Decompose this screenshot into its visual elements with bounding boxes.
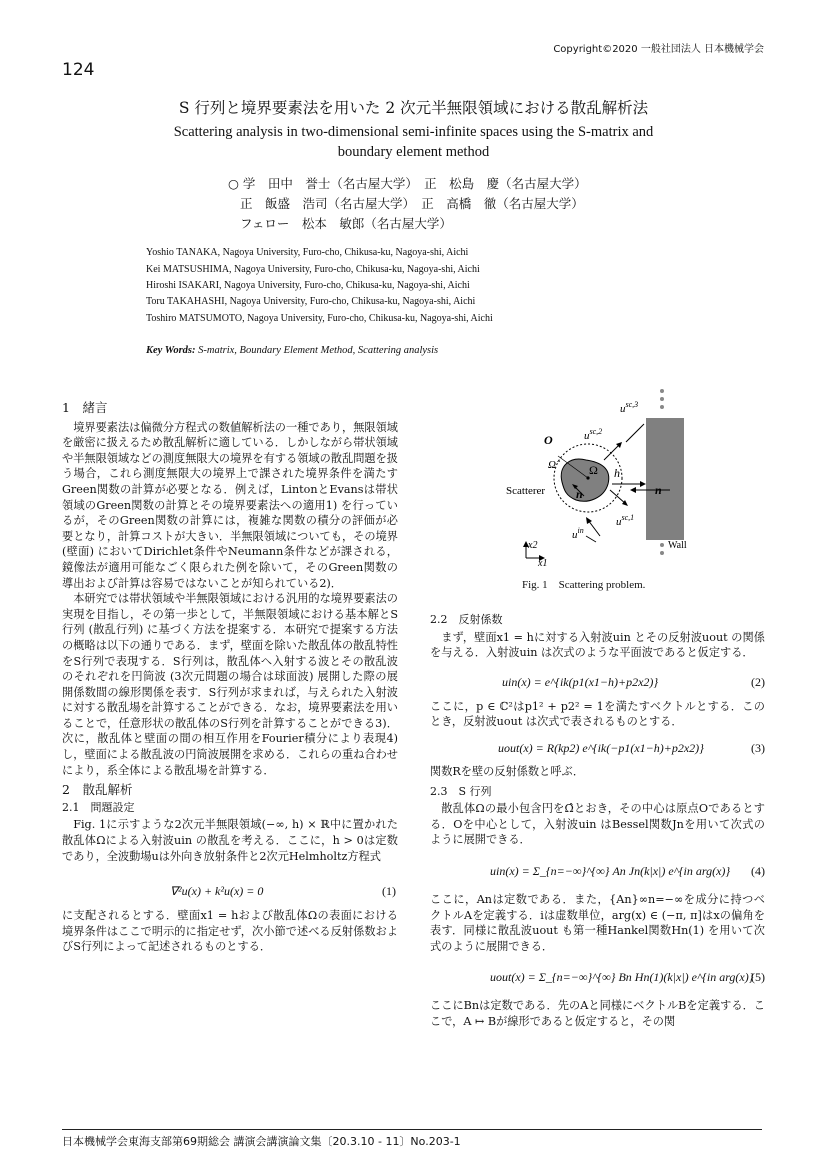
usc3-arrow bbox=[626, 424, 644, 442]
section-2-3-paragraph-2: ここに，Anは定数である．また，{An}∞n=−∞を成分に持つベクトルAを定義する．iは虚数単位，arg(x) ∈ (−π, π]はxの偏角を表す．同様に散乱波uout も第一種Hankel関数Hn(1) を用いて次式のように展開できる． bbox=[430, 892, 765, 953]
scattering-diagram bbox=[500, 386, 700, 596]
footer-rule bbox=[62, 1129, 762, 1130]
label-wall: Wall bbox=[668, 540, 687, 551]
figure-1 bbox=[500, 386, 700, 596]
right-column bbox=[430, 612, 765, 1030]
equation-1: ∇²u(x) + k²u(x) = 0 bbox=[170, 884, 264, 899]
dot-bottom-2 bbox=[660, 551, 664, 555]
dot-top-3 bbox=[660, 405, 664, 409]
label-uin: $u^{in}$ bbox=[572, 526, 584, 541]
section-2-1-paragraph-1: Fig. 1に示すような2次元半無限領域(−∞, h) × ℝ中に置かれた散乱体Ωによる入射波uin の散乱を考える．ここに，h > 0は定数であり，全波動場uは外向き放射条件と2次元Helmholtz方程式 bbox=[62, 818, 398, 863]
author-line-3: フェロー 松本 敏郎（名古屋大学） bbox=[240, 216, 452, 231]
affiliation-2: Kei MATSUSHIMA, Nagoya University, Furo-cho, Chikusa-ku, Nagoya-shi, Aichi bbox=[146, 264, 480, 275]
copyright-notice: Copyright©2020 一般社団法人 日本機械学会 bbox=[553, 44, 764, 55]
section-2-2-paragraph-1: まず，壁面x1 = hに対する入射波uin とその反射波uout の関係を与える．入射波uin は次式のような平面波であると仮定する． bbox=[430, 630, 765, 660]
label-o: O bbox=[544, 433, 553, 447]
usc2-arrow bbox=[604, 444, 620, 460]
section-2-1-paragraph-2: に支配されるとする．壁面x1 = hおよび散乱体Ωの表面における境界条件はここで明示的に指定せず，次小節で述べる反射係数およびS行列によって記述されるものとする． bbox=[62, 909, 398, 954]
title-english-line2: boundary element method bbox=[337, 144, 490, 160]
section-2-3-paragraph-1: 散乱体Ωの最小包含円をΩ̂とおき，その中心は原点Oであるとする．Oを中心として，入射波uin はBessel関数Jnを用いて次式のように展開できる． bbox=[430, 802, 765, 847]
equation-2-row bbox=[430, 667, 765, 699]
equation-4-number: (4) bbox=[751, 863, 765, 878]
equation-1-row bbox=[62, 878, 398, 908]
h-arrowhead bbox=[640, 481, 646, 487]
equation-1-number: (1) bbox=[382, 884, 396, 899]
label-usc2: $u^{sc,2}$ bbox=[584, 427, 603, 442]
equation-2-number: (2) bbox=[751, 674, 765, 689]
dot-bottom-1 bbox=[660, 543, 664, 547]
section-2-2-paragraph-3: 関数Rを壁の反射係数と呼ぶ． bbox=[430, 764, 585, 778]
section-2-1-heading: 2.1 問題設定 bbox=[62, 800, 135, 814]
title-japanese: S 行列と境界要素法を用いた 2 次元半無限領域における散乱解析法 bbox=[178, 99, 649, 117]
affiliation-4: Toru TAKAHASHI, Nagoya University, Furo-cho, Chikusa-ku, Nagoya-shi, Aichi bbox=[146, 296, 476, 307]
equation-3-number: (3) bbox=[751, 740, 765, 755]
equation-5-row bbox=[430, 958, 765, 998]
equation-3-row bbox=[430, 734, 765, 764]
label-h: h bbox=[614, 466, 620, 480]
footer-citation: 日本機械学会東海支部第69期総会 講演会講演論文集〔20.3.10 - 11〕No.203-1 bbox=[62, 1135, 461, 1148]
section-2-3-paragraph-3: ここにBnは定数である．先のAと同様にベクトルBを定義する．ここで，A ↦ Bが線形であると仮定すると，その関 bbox=[430, 999, 765, 1028]
scatterer-shape bbox=[561, 459, 609, 501]
section-1-paragraph-1: 境界要素法は偏微分方程式の数値解析法の一種であり，無限領域を厳密に扱えるため散乱解析に適している．しかしながら帯状領域や半無限領域などの測度無限大の境界を有する領域の散乱問題を扱う場合，これら測度無限大の境界上で課された境界条件を満たすGreen関数の計算が必要となる．例えば，LintonとEvansは帯状領域のGreen関数の計算とその境界要素法への適用1) を行っているが，そのGreen関数の計算には，複雑な関数の積分の評価が必要となり，計算コストが大きい．半無限領域についても，その境界 (壁面) においてDirichlet条件やNeumann条件などが課される，鏡像法が適用可能なごく限られた例を除いて，そのGreen関数の導出および計算は容易ではないことが知られている2)． bbox=[62, 420, 398, 590]
figure-1-caption: Fig. 1 Scattering problem. bbox=[522, 579, 646, 591]
equation-4: uin(x) = Σ_{n=−∞}^{∞} An Jn(k|x|) e^{in arg(x)} bbox=[490, 863, 731, 878]
label-omega: Ω bbox=[589, 463, 598, 477]
section-1-paragraph-2: 本研究では帯状領域や半無限領域における汎用的な境界要素法の実現を目指し，その第一歩として，半無限領域における基本解とS行列 (散乱行列) に基づく方法を提案する．本研究で提案する方法の概略は以下の通りである．まず，壁面を除いた散乱体の散乱特性をS行列で表現する．S行列は，散乱体へ入射する波とその散乱波のそれぞれを円筒波 (3次元問題の場合は球面波) 展開した際の展開係数間の線形関係を表す．S行列が求まれば，与えられた入射波に対する散乱場を計算することができる．なお，境界要素法を用いることで，任意形状の散乱体のS行列を計算することができる3)．次に，散乱体と壁面の間の相互作用をFourier積分により表現4) し，壁面による散乱波の円筒波展開を求める．これらの重ね合わせにより，系全体による散乱場を計算する． bbox=[62, 592, 398, 777]
uin-wavefront bbox=[586, 536, 596, 542]
dot-top-1 bbox=[660, 389, 664, 393]
affiliation-5: Toshiro MATSUMOTO, Nagoya University, Furo-cho, Chikusa-ku, Nagoya-shi, Aichi bbox=[146, 313, 493, 324]
keywords-text: S-matrix, Boundary Element Method, Scattering analysis bbox=[198, 345, 439, 356]
label-omega-hat: Ω̂ bbox=[548, 459, 556, 471]
equation-4-row bbox=[430, 852, 765, 892]
title-english bbox=[140, 122, 687, 162]
title-english-line1: Scattering analysis in two-dimensional semi-infinite spaces using the S-matrix and bbox=[173, 124, 654, 140]
left-column bbox=[62, 400, 398, 955]
equation-2: uin(x) = e^{ik(p1(x1−h)+p2x2)} bbox=[502, 674, 659, 689]
keywords-label: Key Words: bbox=[146, 345, 196, 356]
uin-arrow bbox=[588, 520, 600, 536]
label-n-left: n bbox=[576, 487, 583, 501]
section-2-2-paragraph-2: ここに，p ∈ ℂ²はp1² + p2² = 1を満たすベクトルとする．このとき，反射波uout は次式で表されるものとする． bbox=[430, 699, 765, 729]
wall-normal-arrowhead bbox=[630, 487, 636, 493]
label-x1: x1 bbox=[538, 558, 548, 569]
label-x2: x2 bbox=[528, 540, 538, 551]
label-usc3: $u^{sc,3}$ bbox=[620, 400, 639, 415]
affiliation-1: Yoshio TANAKA, Nagoya University, Furo-cho, Chikusa-ku, Nagoya-shi, Aichi bbox=[146, 247, 469, 258]
page-number: 124 bbox=[62, 60, 95, 80]
author-line-2: 正 飯盛 浩司（名古屋大学） 正 高橋 徹（名古屋大学） bbox=[240, 196, 584, 211]
label-n-right: n bbox=[655, 483, 662, 497]
equation-5: uout(x) = Σ_{n=−∞}^{∞} Bn Hn(1)(k|x|) e^{in arg(x)} bbox=[490, 970, 754, 985]
uin-arrowhead bbox=[586, 517, 592, 524]
section-2-2-heading: 2.2 反射係数 bbox=[430, 613, 503, 626]
equation-3: uout(x) = R(kp2) e^{ik(−p1(x1−h)+p2x2)} bbox=[498, 740, 704, 755]
wall-rect bbox=[646, 418, 684, 540]
section-2-heading: 2 散乱解析 bbox=[62, 782, 133, 798]
section-1-heading: 1 緒言 bbox=[62, 400, 108, 415]
label-scatterer: Scatterer bbox=[506, 485, 546, 497]
label-usc1: $u^{sc,1}$ bbox=[616, 513, 635, 528]
dot-top-2 bbox=[660, 397, 664, 401]
keywords bbox=[146, 345, 438, 356]
equation-5-number: (5) bbox=[751, 970, 765, 985]
affiliation-3: Hiroshi ISAKARI, Nagoya University, Furo-cho, Chikusa-ku, Nagoya-shi, Aichi bbox=[146, 280, 470, 291]
author-line-1: ○ 学 田中 誉士（名古屋大学） 正 松島 慶（名古屋大学） bbox=[228, 176, 587, 191]
section-2-3-heading: 2.3 S 行列 bbox=[430, 784, 492, 798]
